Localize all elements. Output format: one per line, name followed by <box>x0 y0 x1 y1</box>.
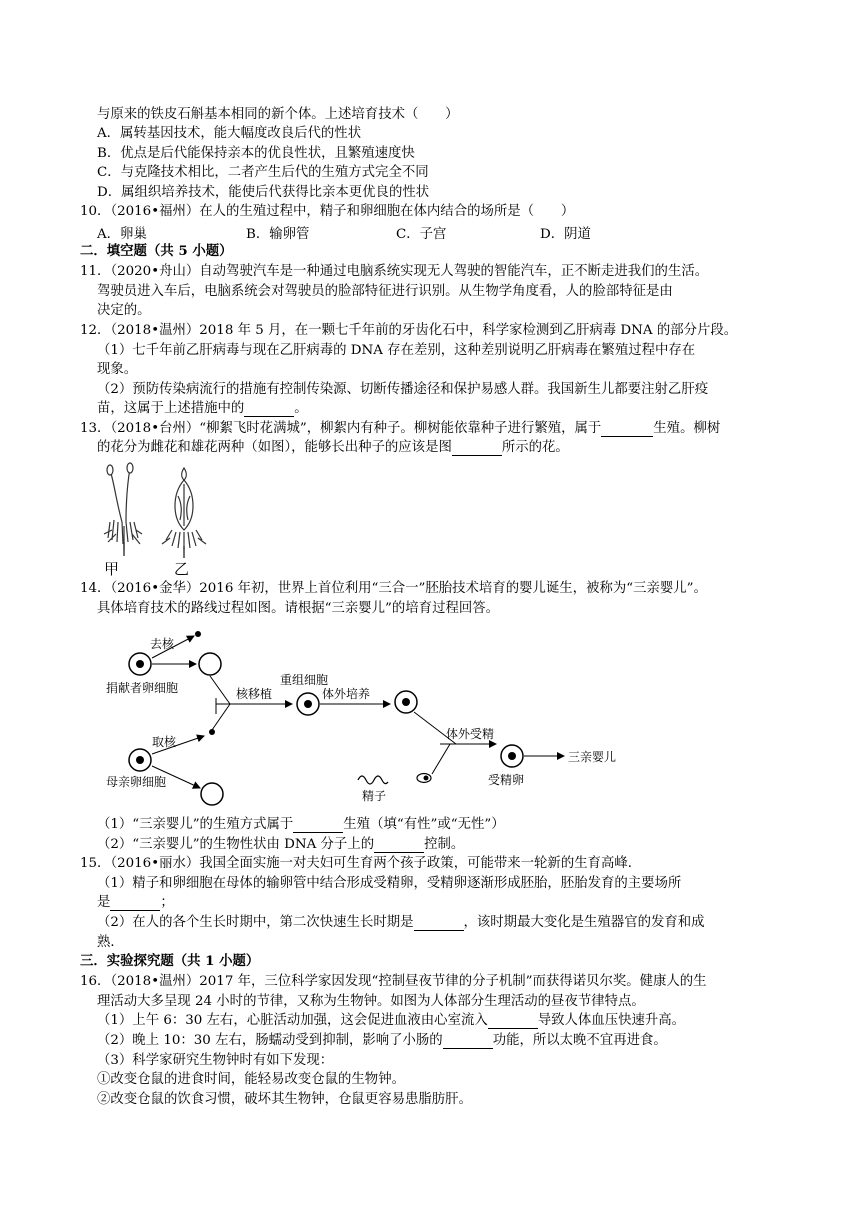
q16-line-4 <box>97 1032 667 1049</box>
q16-answer-blank-1[interactable] <box>488 1014 538 1029</box>
label-nuclear-transfer: 核移植 <box>236 687 273 701</box>
q10-option-c: C．子宫 <box>396 227 447 242</box>
figure-label-jia: 甲 <box>104 560 120 578</box>
q16-line-4-text: （2）晚上 10：30 左右，肠蠕动受到抑制，影响了小肠的 <box>97 1033 443 1048</box>
q13-answer-blank-2[interactable] <box>452 441 502 456</box>
q11-line-1: 11．（2020•舟山）自动驾驶汽车是一种通过电脑系统实现无人驾驶的智能汽车，正不断走进我们的生活。 <box>80 264 709 279</box>
q11-line-3: 决定的。 <box>97 303 151 318</box>
three-parent-baby-diagram <box>100 618 640 814</box>
q12-answer-blank[interactable] <box>244 402 294 417</box>
q15-line-2: （1）精子和卵细胞在母体的输卵管中结合形成受精卵，受精卵逐渐形成胚胎，胚胎发育的主要场所 <box>97 876 682 891</box>
q12-line-2: （1）七千年前乙肝病毒与现在乙肝病毒的 DNA 存在差别，这种差别说明乙肝病毒在繁殖过程中存在 <box>97 343 696 358</box>
zygote-cell <box>501 745 523 767</box>
label-in-vitro-culture: 体外培养 <box>322 687 371 701</box>
q10-option-b: B．输卵管 <box>246 227 310 242</box>
female-flower-drawing <box>162 468 206 558</box>
sperm-drawing <box>358 774 431 785</box>
q16-line-1: 16．（2018•温州）2017 年，三位科学家因发现“控制昼夜节律的分子机制”而获得诺贝尔奖。健康人的生 <box>80 974 707 989</box>
q15-answer-blank-2[interactable] <box>414 916 464 931</box>
q14-answer-2-text: （2）“三亲婴儿”的生物性状由 DNA 分子上的 <box>97 837 375 852</box>
label-recombinant-cell: 重组细胞 <box>280 673 329 687</box>
q12-line-5 <box>97 400 308 417</box>
label-mother-egg: 母亲卵细胞 <box>106 775 167 789</box>
label-sperm: 精子 <box>362 789 387 803</box>
q15-line-3-end: ； <box>160 895 174 910</box>
q12-line-3: 现象。 <box>97 362 138 377</box>
male-flower-drawing <box>104 463 142 556</box>
q14-line-2: 具体培育技术的路线过程如图。请根据“三亲婴儿”的培育过程回答。 <box>97 601 500 616</box>
q14-answer-2-end: 控制。 <box>424 837 465 852</box>
q9-option-c: C．与克隆技术相比，二者产生后代的生殖方式完全不同 <box>97 165 429 180</box>
q15-line-4-end: ，该时期最大变化是生殖器官的发育和成 <box>463 915 705 930</box>
q15-line-5: 熟． <box>97 935 124 950</box>
q14-answer-2 <box>97 836 464 853</box>
q13-line-2-end: 所示的花。 <box>501 440 569 455</box>
label-take-nucleus: 取核 <box>152 735 177 749</box>
label-zygote: 受精卵 <box>488 773 525 787</box>
label-donor-egg: 捐献者卵细胞 <box>106 681 179 695</box>
q16-answer-blank-2[interactable] <box>443 1034 493 1049</box>
q13-line-1 <box>80 420 720 437</box>
q12-line-4: （2）预防传染病流行的措施有控制传染源、切断传播途径和保护易感人群。我国新生儿都要注射乙肝疫 <box>97 382 709 397</box>
removed-nucleus-dot <box>195 631 201 637</box>
q16-line-2: 理活动大多呈现 24 小时的节律，又称为生物钟。如图为人体部分生理活动的昼夜节律特点。 <box>97 994 645 1009</box>
willow-flowers-figure <box>96 460 216 578</box>
join-line-sperm <box>432 744 450 774</box>
lower-join-line <box>212 704 230 730</box>
label-in-vitro-fertilization: 体外受精 <box>446 727 495 741</box>
q15-line-4-text: （2）在人的各个生长时期中，第二次快速生长时期是 <box>97 915 414 930</box>
q9-option-b: B．优点是后代能保持亲本的优良性状，且繁殖速度快 <box>97 146 415 161</box>
q16-line-4-end: 功能，所以太晚不宜再进食。 <box>492 1033 667 1048</box>
label-three-parent-baby: 三亲婴儿 <box>568 750 617 764</box>
label-remove-nucleus: 去核 <box>150 637 175 651</box>
q10-stem: 10．（2016•福州）在人的生殖过程中，精子和卵细胞在体内结合的场所是（ ） <box>80 204 575 219</box>
q16-line-6: ①改变仓鼠的进食时间，能轻易改变仓鼠的生物钟。 <box>97 1072 405 1087</box>
q13-answer-blank-1[interactable] <box>601 422 653 437</box>
q9-option-d: D．属组织培养技术，能使后代获得比亲本更优良的性状 <box>97 185 430 200</box>
q10-option-a: A．卵巢 <box>97 227 147 242</box>
q9-option-a: A．属转基因技术，能大幅度改良后代的性状 <box>97 126 362 141</box>
q13-line-2-text: 的花分为雌花和雄花两种（如图），能够长出种子的应该是图 <box>97 440 452 455</box>
upper-join-line <box>210 676 230 704</box>
q14-line-1: 14．（2016•金华）2016 年初，世界上首位利用“三合一”胚胎技术培育的婴儿诞生，被称为“三亲婴儿”。 <box>80 581 707 596</box>
q13-line-1-text: 13．（2018•台州）“柳絮飞时花满城”，柳絮内有种子。柳树能依靠种子进行繁殖，属于 <box>80 421 602 436</box>
q14-answer-1-end: 生殖（填“有性”或“无性”） <box>343 817 505 832</box>
q16-line-3 <box>97 1012 685 1029</box>
q16-line-3-text: （1）上午 6：30 左右，心脏活动加强，这会促进血液由心室流入 <box>97 1013 488 1028</box>
q16-line-7: ②改变仓鼠的饮食习惯，破坏其生物钟，仓鼠更容易患脂肪肝。 <box>97 1092 472 1107</box>
q15-answer-blank-1[interactable] <box>110 896 160 911</box>
q14-answer-blank-1[interactable] <box>293 818 343 833</box>
q14-answer-1-text: （1）“三亲婴儿”的生殖方式属于 <box>97 817 294 832</box>
q15-line-1: 15．（2016•丽水）我国全面实施一对夫妇可生育两个孩子政策，可能带来一轮新的生育高峰． <box>80 856 642 871</box>
q10-option-d: D．阴道 <box>540 227 591 242</box>
q15-line-3 <box>97 894 174 911</box>
figure-label-yi: 乙 <box>174 560 190 578</box>
q13-line-1-end: 生殖。柳树 <box>653 421 721 436</box>
mother-enucleated-cell <box>201 783 223 805</box>
mother-egg-cell <box>129 749 151 771</box>
q15-line-4 <box>97 914 705 931</box>
cultured-egg-cell <box>395 691 417 713</box>
q14-answer-blank-2[interactable] <box>374 838 424 853</box>
q13-line-2 <box>97 439 569 456</box>
q16-line-3-end: 导致人体血压快速升高。 <box>537 1013 686 1028</box>
q12-line-5-end: 。 <box>294 401 308 416</box>
q12-line-1: 12．（2018•温州）2018 年 5 月，在一颗七千年前的牙齿化石中，科学家检测到乙肝病毒 DNA 的部分片段。 <box>80 323 738 338</box>
section-experiment-heading: 三．实验探究题（共 1 小题） <box>80 953 260 969</box>
taken-nucleus-dot <box>209 729 215 735</box>
q12-line-5-text: 苗，这属于上述措施中的 <box>97 401 245 416</box>
q14-answer-1 <box>97 816 505 833</box>
enucleated-egg-cell <box>199 653 221 675</box>
section-fill-in-heading: 二．填空题（共 5 小题） <box>80 243 233 259</box>
q16-line-5: （3）科学家研究生物钟时有如下发现： <box>97 1053 334 1068</box>
donor-egg-cell <box>129 653 151 675</box>
q9-stem: 与原来的铁皮石斛基本相同的新个体。上述培育技术（ ） <box>97 107 459 122</box>
q15-line-3-text: 是 <box>97 895 111 910</box>
q11-line-2: 驾驶员进入车后，电脑系统会对驾驶员的脸部特征进行识别。从生物学角度看，人的脸部特征是由 <box>97 284 673 299</box>
recombinant-cell <box>297 693 319 715</box>
